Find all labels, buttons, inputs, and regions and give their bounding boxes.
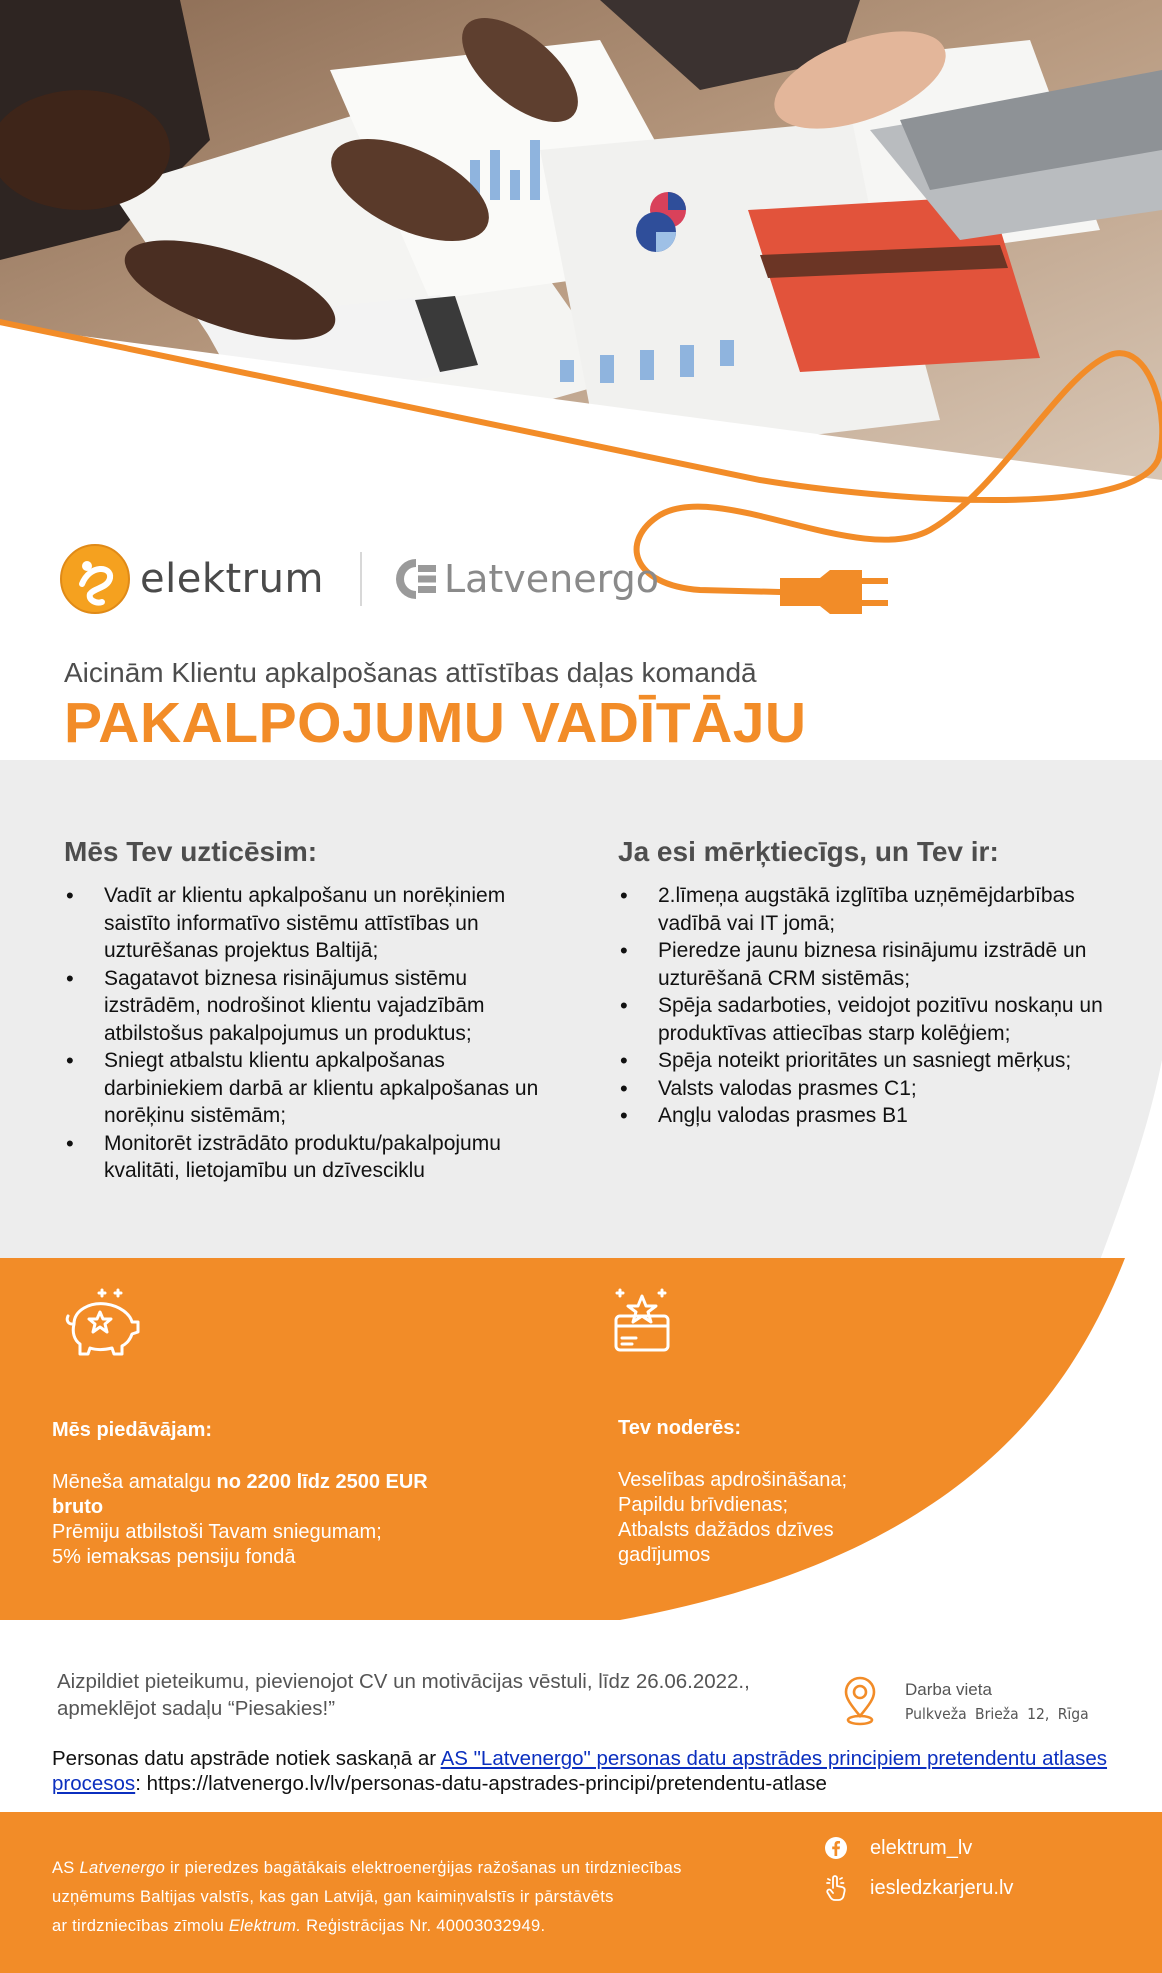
list-item: • Spēja sadarboties, veidojot pozitīvu noskaņu un produktīvas attiecības starp kolēģiem; [618,992,1138,1047]
gift-card-icon [612,1286,676,1356]
logo-bar [60,540,659,618]
workplace-label: Darba vieta [905,1680,992,1699]
salary-range: no 2200 līdz 2500 EUR bruto [52,1471,428,1518]
footer-text-fragment: uzņēmums Baltijas valstīs, kas gan Latvijā, gan kaimiņvalstīs ir pārstāvēts [52,1888,614,1906]
responsibilities-section [64,836,564,1185]
footer-text-fragment: AS [52,1859,80,1877]
logo-divider [360,552,362,606]
latvenergo-logo [396,557,659,601]
list-item: • Pieredze jaunu biznesa risinājumu izstrādē un uzturēšanā CRM sistēmās; [618,937,1138,992]
privacy-notice [52,1746,1142,1796]
salary-prefix: Mēneša amatalgu [52,1471,217,1493]
footer-text-fragment: Reģistrācijas Nr. 40003032949. [301,1917,546,1935]
location-pin-icon [842,1676,878,1726]
list-item: • Sagatavot biznesa risinājumus sistēmu izstrādēm, nodrošinot klientu vajadzībām atbilstošus pakalpojumus un produktus; [64,965,564,1048]
facebook-icon [824,1836,848,1860]
list-item: • 2.līmeņa augstākā izglītība uzņēmējdarbības vadībā vai IT jomā; [618,882,1138,937]
list-item: • Monitorēt izstrādāto produktu/pakalpojumu kvalitāti, lietojamību un dzīvesciklu [64,1130,564,1185]
career-website: iesledzkarjeru.lv [870,1876,1014,1899]
elektrum-logo-mark [60,544,130,614]
job-subtitle: Aicinām Klientu apkalpošanas attīstības daļas komandā [64,657,757,688]
application-line: Aizpildiet pieteikumu, pievienojot CV un motivācijas vēstuli, līdz 26.06.2022., [57,1670,750,1693]
facebook-link[interactable] [824,1836,972,1860]
list-item: • Angļu valodas prasmes B1 [618,1102,1138,1130]
privacy-prefix: Personas datu apstrāde notiek saskaņā ar [52,1747,441,1770]
footer-brand-latvenergo: Latvenergo [79,1859,166,1877]
benefits-heading: Tev noderēs: [618,1417,741,1439]
piggy-bank-icon [64,1286,146,1358]
offer-line: 5% iemaksas pensiju fondā [52,1546,296,1568]
benefits-section [618,1416,918,1568]
offer-heading: Mēs piedāvājam: [52,1419,213,1441]
privacy-suffix: : https://latvenergo.lv/lv/personas-datu-apstrades-principi/pretendentu-atlase [135,1772,827,1795]
elektrum-logo [60,544,324,614]
requirements-section [618,836,1138,1130]
privacy-policy-link[interactable]: AS "Latvenergo" personas datu apstrādes principiem pretendentu atlases procesos [52,1747,1108,1795]
job-title: PAKALPOJUMU VADĪTĀJU [64,691,807,755]
application-instructions [57,1668,797,1722]
benefit-line: Veselības apdrošināšana; [618,1469,848,1491]
company-description [52,1854,772,1941]
footer-text-fragment: ar tirdzniecības zīmolu [52,1917,229,1935]
application-line: apmeklējot sadaļu “Piesakies!” [57,1697,336,1720]
pointing-hand-icon [824,1874,848,1902]
list-item: • Vadīt ar klientu apkalpošanu un norēķiniem saistīto informatīvo sistēmu attīstības un uzturēšanas projektus Baltijā; [64,882,564,965]
footer-brand-elektrum: Elektrum. [228,1917,302,1935]
offer-section [52,1418,472,1570]
workplace-info [905,1677,1089,1727]
salary-line [52,1470,472,1520]
list-item: • Spēja noteikt prioritātes un sasniegt mērķus; [618,1047,1138,1075]
responsibilities-list [64,882,564,1185]
website-link[interactable] [824,1874,1013,1902]
benefit-line: Atbalsts dažādos dzīves gadījumos [618,1519,834,1566]
facebook-handle: elektrum_lv [870,1836,973,1859]
workplace-address: Pulkveža Brieža 12, Rīga [905,1705,1089,1723]
responsibilities-heading: Mēs Tev uzticēsim: [64,836,318,867]
list-item: • Sniegt atbalstu klientu apkalpošanas darbiniekiem darbā ar klientu apkalpošanas un norēķinu sistēmām; [64,1047,564,1130]
benefit-line: Papildu brīvdienas; [618,1494,789,1516]
elektrum-wordmark: elektrum [140,556,324,602]
latvenergo-logo-mark [396,557,436,601]
requirements-list [618,882,1138,1130]
offer-line: Prēmiju atbilstoši Tavam sniegumam; [52,1521,382,1543]
list-item: • Valsts valodas prasmes C1; [618,1075,1138,1103]
footer [0,1812,1162,1973]
footer-text-fragment: ir pieredzes bagātākais elektroenerģijas ražošanas un tirdzniecības [165,1859,682,1877]
latvenergo-wordmark: Latvenergo [443,557,659,601]
requirements-heading: Ja esi mērķtiecīgs, un Tev ir: [618,836,999,867]
